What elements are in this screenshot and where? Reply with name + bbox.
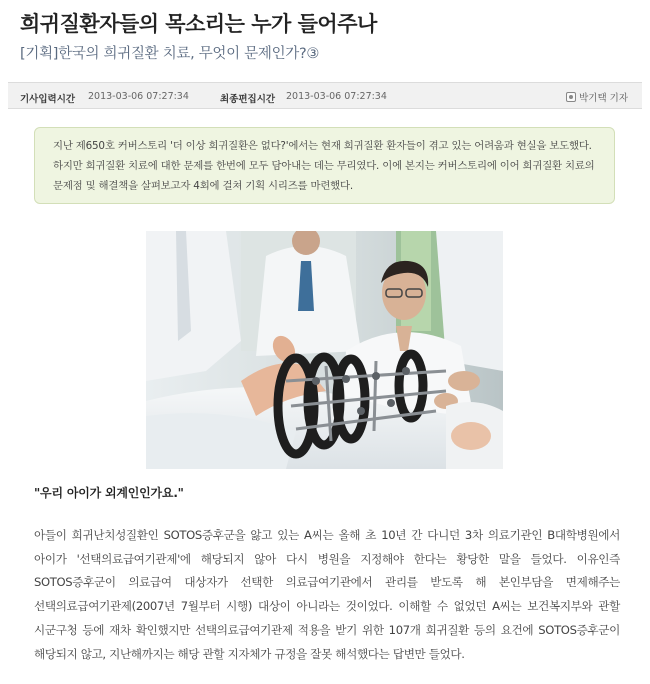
surgery-photo-illustration [146,231,503,469]
article-summary-box: 지난 제650호 커버스토리 '더 이상 희귀질환은 없다?'에서는 현재 희귀질환 환자들이 겪고 있는 어려움과 현실을 보도했다. 하지만 희귀질환 치료에 대한 문제를 한번에 모두 담아내는 데는 무리였다. 이에 본지는 커버스토리에 이어 희귀질환 치료의 문제점 및 해결책을 살펴보고자 4회에 걸쳐 기획 시리즈를 마련했다. [34,127,615,204]
edit-time-value: 2013-03-06 07:27:34 [286,91,387,102]
article-headline: 희귀질환자들의 목소리는 누가 들어주나 [20,12,377,36]
article-body-paragraph: 아들이 희귀난치성질환인 SOTOS증후군을 앓고 있는 A씨는 올해 초 10년 간 다니던 3차 의료기관인 B대학병원에서 아이가 '선택의료급여기관제'에 해당되지 않아 다시 병원을 지정해야 한다는 황당한 말을 들었다. 이유인즉 SOTOS증후군이 의료급여 대상자가 선택한 의료급여기관에서 관리를 받도록 해 본인부담을 면제해주는 선택의료급여기관제(2007년 7월부터 시행) 대상이 아니라는 것이었다. 이해할 수 없었던 A씨는 보건복지부와 관할 시군구청 등에 재차 확인했지만 선택의료급여기관제 적용을 받기 위한 107개 희귀질환 등의 요건에 SOTOS증후군이 해당되지 않고, 지난해까지는 해당 관할 지자체가 규정을 잘못 해석했다는 답변만 들었다. [34,528,620,661]
input-time-value: 2013-03-06 07:27:34 [88,91,189,102]
edit-time-label: 최종편집시간 [220,94,276,105]
input-time-label: 기사입력시간 [20,94,76,105]
article-meta-bar [8,82,642,109]
reporter-link[interactable] [566,90,628,104]
reporter-name: 박기택 기자 [579,93,628,104]
article-subheadline: [기획]한국의 희귀질환 치료, 무엇이 문제인가?③ [20,46,320,62]
section-quote-title: "우리 아이가 외계인인가요." [34,486,184,500]
reporter-icon [566,92,576,102]
article-photo [146,231,503,469]
